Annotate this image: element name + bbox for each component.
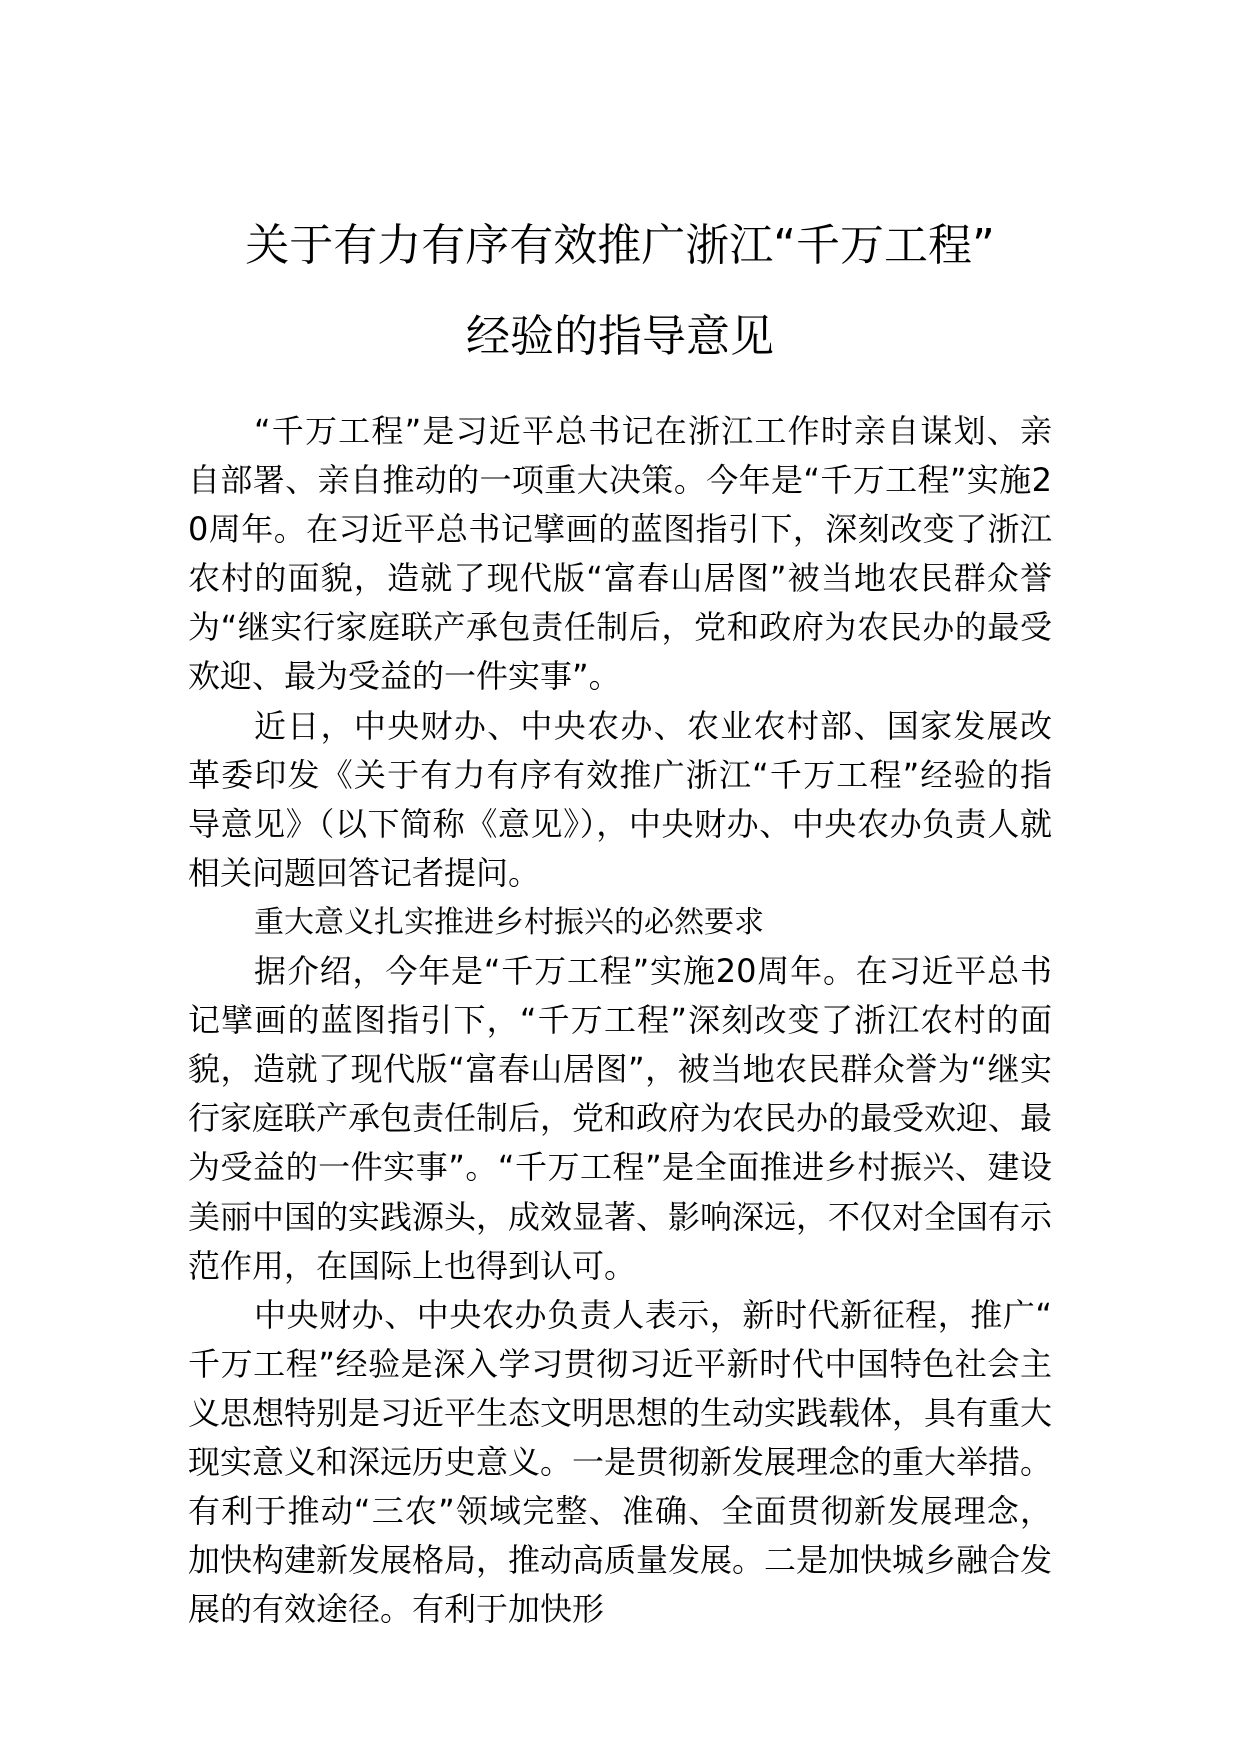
- paragraph-intro: “千万工程”是习近平总书记在浙江工作时亲自谋划、亲自部署、亲自推动的一项重大决策。今年是“千万工程”实施20周年。在习近平总书记擘画的蓝图指引下，深刻改变了浙江农村的面貌，造就了现代版“富春山居图”被当地农民群众誉为“继实行家庭联产承包责任制后，党和政府为农民办的最受欢迎、最为受益的一件实事”。: [188, 412, 1052, 696]
- document-title-line-2: 经验的指导意见: [466, 311, 774, 362]
- section-heading: 重大意义扎实推进乡村振兴的必然要求: [254, 904, 764, 940]
- paragraph-background: 据介绍，今年是“千万工程”实施20周年。在习近平总书记擘画的蓝图指引下，“千万工程”深刻改变了浙江农村的面貌，造就了现代版“富春山居图”，被当地农民群众誉为“继实行家庭联产承包责任制后，党和政府为农民办的最受欢迎、最为受益的一件实事”。“千万工程”是全面推进乡村振兴、建设美丽中国的实践源头，成效显著、影响深远，不仅对全国有示范作用，在国际上也得到认可。: [188, 952, 1053, 1285]
- document-title-line-1: 关于有力有序有效推广浙江“千万工程”: [245, 220, 995, 271]
- document-body: [188, 407, 1052, 1634]
- paragraph-announcement: 近日，中央财办、中央农办、农业农村部、国家发展改革委印发《关于有力有序有效推广浙江“千万工程”经验的指导意见》（以下简称《意见》），中央财办、中央农办负责人就相关问题回答记者提问。: [188, 706, 1052, 892]
- paragraph-significance: 中央财办、中央农办负责人表示，新时代新征程，推广“千万工程”经验是深入学习贯彻习近平新时代中国特色社会主义思想特别是习近平生态文明思想的生动实践载体，具有重大现实意义和深远历史意义。一是贯彻新发展理念的重大举措。有利于推动“三农”领域完整、准确、全面贯彻新发展理念，加快构建新发展格局，推动高质量发展。二是加快城乡融合发展的有效途径。有利于加快形: [188, 1295, 1053, 1629]
